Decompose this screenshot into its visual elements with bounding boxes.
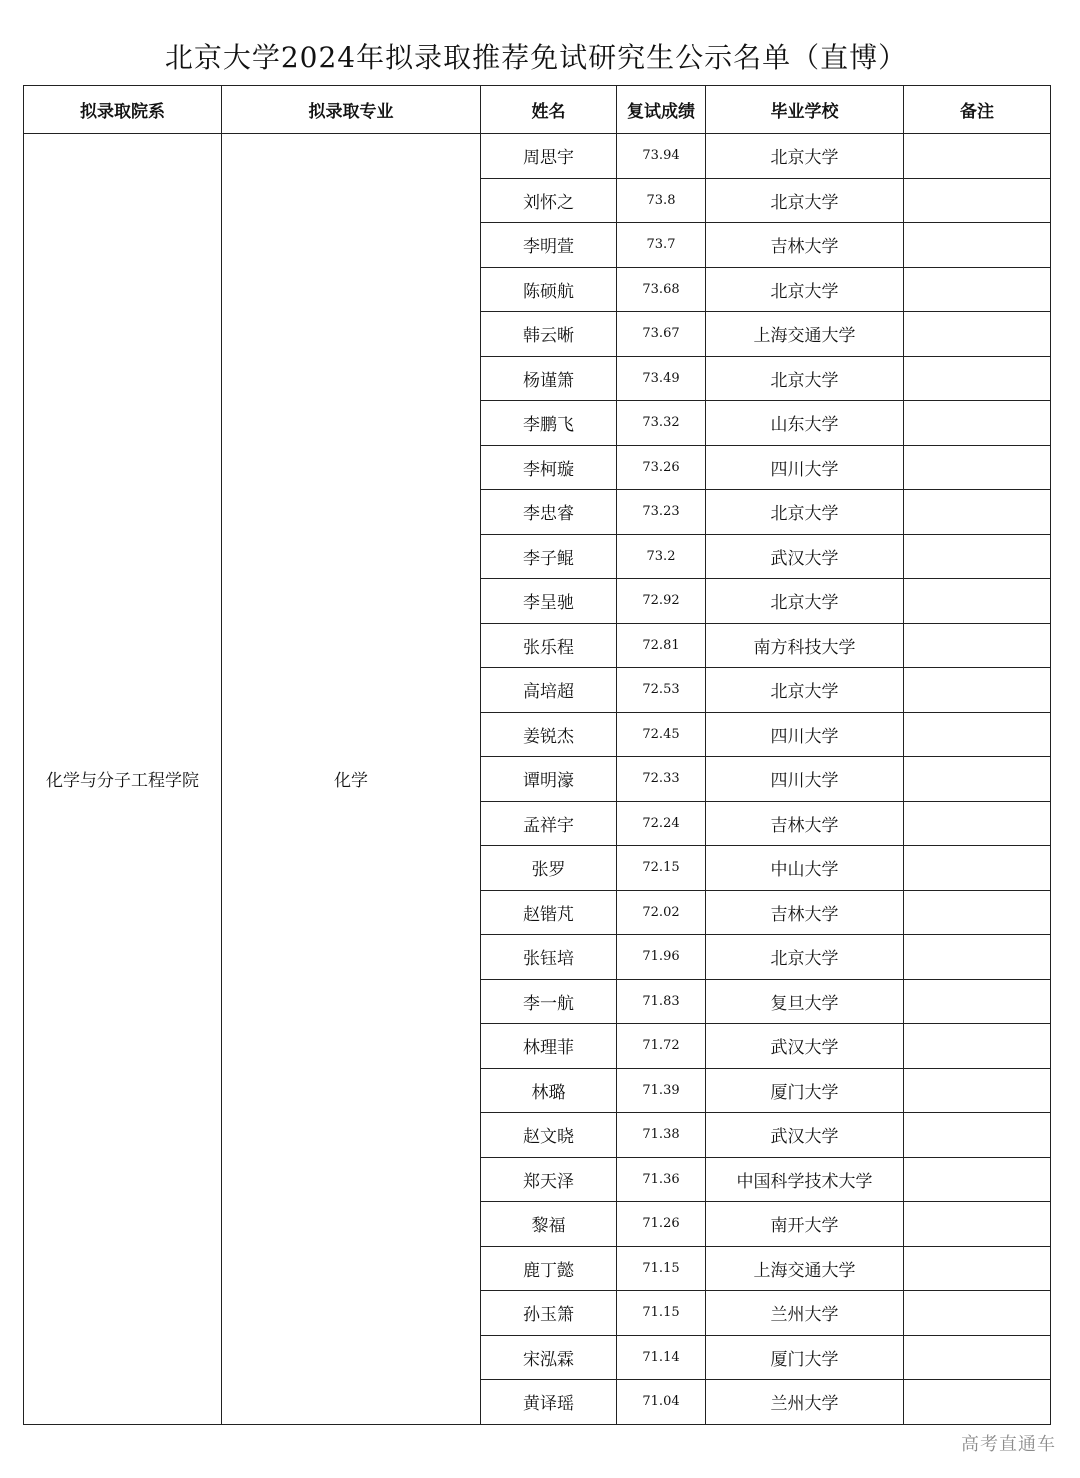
school-cell: 中国科学技术大学 [706, 1157, 904, 1202]
remarks-cell [904, 623, 1051, 668]
school-cell: 复旦大学 [706, 979, 904, 1024]
major-cell: 化学 [222, 134, 481, 1425]
score-cell: 71.15 [617, 1291, 706, 1336]
name-cell: 林璐 [481, 1068, 617, 1113]
remarks-cell [904, 134, 1051, 179]
remarks-cell [904, 668, 1051, 713]
score-cell: 73.94 [617, 134, 706, 179]
score-cell: 72.24 [617, 801, 706, 846]
name-cell: 林理菲 [481, 1024, 617, 1069]
school-cell: 厦门大学 [706, 1068, 904, 1113]
remarks-cell [904, 356, 1051, 401]
score-cell: 71.26 [617, 1202, 706, 1247]
name-cell: 鹿丁懿 [481, 1246, 617, 1291]
name-cell: 张乐程 [481, 623, 617, 668]
school-cell: 厦门大学 [706, 1335, 904, 1380]
score-cell: 72.33 [617, 757, 706, 802]
remarks-cell [904, 1202, 1051, 1247]
score-cell: 71.36 [617, 1157, 706, 1202]
score-cell: 71.04 [617, 1380, 706, 1425]
name-cell: 高培超 [481, 668, 617, 713]
score-cell: 73.26 [617, 445, 706, 490]
school-cell: 吉林大学 [706, 223, 904, 268]
score-cell: 73.23 [617, 490, 706, 535]
score-cell: 73.7 [617, 223, 706, 268]
header-score: 复试成绩 [617, 86, 706, 134]
remarks-cell [904, 178, 1051, 223]
remarks-cell [904, 846, 1051, 891]
remarks-cell [904, 890, 1051, 935]
header-department: 拟录取院系 [24, 86, 222, 134]
remarks-cell [904, 935, 1051, 980]
document-title: 北京大学2024年拟录取推荐免试研究生公示名单（直博） [164, 41, 908, 74]
name-cell: 陈硕航 [481, 267, 617, 312]
school-cell: 中山大学 [706, 846, 904, 891]
remarks-cell [904, 312, 1051, 357]
school-cell: 吉林大学 [706, 890, 904, 935]
score-cell: 71.72 [617, 1024, 706, 1069]
remarks-cell [904, 801, 1051, 846]
name-cell: 张钰培 [481, 935, 617, 980]
name-cell: 孙玉箫 [481, 1291, 617, 1336]
score-cell: 72.15 [617, 846, 706, 891]
name-cell: 李子鲲 [481, 534, 617, 579]
department-cell: 化学与分子工程学院 [24, 134, 222, 1425]
remarks-cell [904, 534, 1051, 579]
header-school: 毕业学校 [706, 86, 904, 134]
name-cell: 李明萱 [481, 223, 617, 268]
score-cell: 71.14 [617, 1335, 706, 1380]
school-cell: 兰州大学 [706, 1380, 904, 1425]
score-cell: 72.92 [617, 579, 706, 624]
name-cell: 李呈驰 [481, 579, 617, 624]
score-cell: 73.8 [617, 178, 706, 223]
school-cell: 北京大学 [706, 579, 904, 624]
school-cell: 南开大学 [706, 1202, 904, 1247]
score-cell: 72.02 [617, 890, 706, 935]
remarks-cell [904, 1335, 1051, 1380]
name-cell: 周思宇 [481, 134, 617, 179]
name-cell: 李一航 [481, 979, 617, 1024]
score-cell: 72.45 [617, 712, 706, 757]
school-cell: 吉林大学 [706, 801, 904, 846]
school-cell: 上海交通大学 [706, 312, 904, 357]
remarks-cell [904, 1246, 1051, 1291]
remarks-cell [904, 445, 1051, 490]
remarks-cell [904, 712, 1051, 757]
school-cell: 四川大学 [706, 445, 904, 490]
table-body [24, 134, 1051, 1425]
school-cell: 山东大学 [706, 401, 904, 446]
remarks-cell [904, 757, 1051, 802]
name-cell: 赵锴芃 [481, 890, 617, 935]
remarks-cell [904, 1380, 1051, 1425]
score-cell: 73.68 [617, 267, 706, 312]
remarks-cell [904, 1157, 1051, 1202]
score-cell: 71.83 [617, 979, 706, 1024]
school-cell: 北京大学 [706, 490, 904, 535]
table-header-row [24, 86, 1051, 134]
school-cell: 上海交通大学 [706, 1246, 904, 1291]
remarks-cell [904, 1068, 1051, 1113]
remarks-cell [904, 1024, 1051, 1069]
name-cell: 赵文晓 [481, 1113, 617, 1158]
name-cell: 张罗 [481, 846, 617, 891]
remarks-cell [904, 1291, 1051, 1336]
score-cell: 71.38 [617, 1113, 706, 1158]
name-cell: 黎福 [481, 1202, 617, 1247]
school-cell: 北京大学 [706, 134, 904, 179]
school-cell: 兰州大学 [706, 1291, 904, 1336]
header-major: 拟录取专业 [222, 86, 481, 134]
school-cell: 北京大学 [706, 668, 904, 713]
name-cell: 李鹏飞 [481, 401, 617, 446]
school-cell: 武汉大学 [706, 1024, 904, 1069]
score-cell: 71.39 [617, 1068, 706, 1113]
score-cell: 73.67 [617, 312, 706, 357]
score-cell: 71.96 [617, 935, 706, 980]
score-cell: 73.49 [617, 356, 706, 401]
table-row [24, 134, 1051, 179]
name-cell: 刘怀之 [481, 178, 617, 223]
admission-table [23, 85, 1051, 1425]
score-cell: 71.15 [617, 1246, 706, 1291]
score-cell: 72.81 [617, 623, 706, 668]
remarks-cell [904, 401, 1051, 446]
school-cell: 北京大学 [706, 935, 904, 980]
header-name: 姓名 [481, 86, 617, 134]
name-cell: 孟祥宇 [481, 801, 617, 846]
school-cell: 南方科技大学 [706, 623, 904, 668]
school-cell: 北京大学 [706, 356, 904, 401]
score-cell: 73.32 [617, 401, 706, 446]
remarks-cell [904, 1113, 1051, 1158]
name-cell: 韩云晰 [481, 312, 617, 357]
school-cell: 四川大学 [706, 757, 904, 802]
remarks-cell [904, 979, 1051, 1024]
remarks-cell [904, 579, 1051, 624]
header-remarks: 备注 [904, 86, 1051, 134]
remarks-cell [904, 223, 1051, 268]
school-cell: 武汉大学 [706, 1113, 904, 1158]
name-cell: 杨谨箫 [481, 356, 617, 401]
school-cell: 四川大学 [706, 712, 904, 757]
name-cell: 谭明濠 [481, 757, 617, 802]
remarks-cell [904, 490, 1051, 535]
watermark: 高考直通车 [961, 1434, 1056, 1455]
name-cell: 姜锐杰 [481, 712, 617, 757]
school-cell: 北京大学 [706, 178, 904, 223]
name-cell: 李柯璇 [481, 445, 617, 490]
remarks-cell [904, 267, 1051, 312]
name-cell: 黄译瑶 [481, 1380, 617, 1425]
name-cell: 宋泓霖 [481, 1335, 617, 1380]
name-cell: 李忠睿 [481, 490, 617, 535]
score-cell: 73.2 [617, 534, 706, 579]
name-cell: 郑天泽 [481, 1157, 617, 1202]
school-cell: 北京大学 [706, 267, 904, 312]
school-cell: 武汉大学 [706, 534, 904, 579]
score-cell: 72.53 [617, 668, 706, 713]
